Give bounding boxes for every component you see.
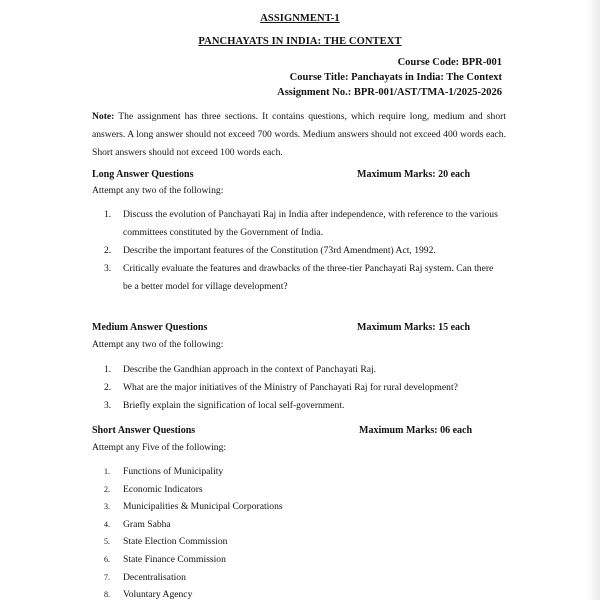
course-title: Course Title: Panchayats in India: The Context	[289, 72, 502, 83]
short-question-list	[104, 463, 504, 604]
short-section-instruction: Attempt any Five of the following:	[92, 442, 227, 453]
note-text: The assignment has three sections. It contains questions, which require long, medium and short answers. A long answer should not exceed 700 words. Medium answers should not exceed 400 words each. Short answers should not exceed 100 words each.	[92, 111, 506, 158]
short-section-marks: Maximum Marks: 06 each	[359, 425, 473, 436]
question-text: Municipalities & Municipal Corporations	[123, 501, 283, 513]
medium-question-list	[104, 361, 504, 415]
medium-section-marks: Maximum Marks: 15 each	[357, 322, 471, 333]
item-number: 1.	[104, 209, 112, 220]
question-text: Discuss the evolution of Panchayati Raj in India after independence, with reference to the various committees constituted by the Government of India.	[123, 209, 498, 238]
item-number: 3.	[104, 263, 112, 274]
question-text: Describe the Gandhian approach in the context of Panchayati Raj.	[123, 364, 377, 375]
item-number: 6.	[104, 554, 110, 564]
list-item	[104, 397, 504, 415]
assignment-title: ASSIGNMENT-1	[260, 13, 340, 24]
list-item	[104, 551, 504, 569]
note-label: Note:	[92, 111, 115, 122]
question-text: Functions of Municipality	[123, 466, 224, 477]
question-text: What are the major initiatives of the Ministry of Panchayati Raj for rural development?	[123, 382, 458, 393]
long-section-instruction: Attempt any two of the following:	[92, 185, 224, 196]
list-item	[104, 516, 504, 534]
question-text: Decentralisation	[123, 571, 186, 583]
medium-section-heading: Medium Answer Questions	[92, 322, 208, 333]
short-section-heading: Short Answer Questions	[92, 425, 196, 436]
list-item	[104, 569, 504, 587]
list-item	[104, 206, 504, 242]
list-item	[104, 361, 504, 379]
long-question-list	[104, 206, 504, 296]
item-number: 2.	[104, 382, 112, 393]
item-number: 1.	[104, 467, 110, 476]
list-item	[104, 586, 504, 604]
list-item	[104, 260, 504, 296]
list-item	[104, 242, 504, 260]
list-item	[104, 481, 504, 499]
long-section-heading: Long Answer Questions	[92, 169, 194, 180]
item-number: 2.	[104, 484, 110, 494]
course-heading: PANCHAYATS IN INDIA: THE CONTEXT	[198, 36, 402, 47]
list-item	[104, 379, 504, 397]
assignment-number: Assignment No.: BPR-001/AST/TMA-1/2025-2026	[277, 87, 502, 98]
list-item	[104, 498, 504, 516]
question-text: Gram Sabha	[123, 518, 171, 530]
list-item	[104, 463, 504, 481]
item-number: 4.	[104, 519, 110, 529]
item-number: 2.	[104, 245, 112, 256]
question-text: Critically evaluate the features and drawbacks of the three-tier Panchayati Raj system. Can there be a better model for village development?	[123, 263, 494, 292]
item-number: 8.	[104, 590, 110, 600]
page-edge-shadow	[586, 0, 600, 600]
course-code: Course Code: BPR-001	[397, 57, 502, 68]
item-number: 1.	[104, 364, 112, 375]
item-number: 3.	[104, 400, 112, 411]
medium-section-instruction: Attempt any two of the following:	[92, 339, 224, 350]
question-text: Voluntary Agency	[123, 589, 193, 601]
item-number: 7.	[104, 572, 110, 582]
list-item	[104, 533, 504, 551]
note-paragraph	[92, 108, 506, 162]
question-text: State Election Commission	[123, 536, 228, 548]
question-text: Describe the important features of the Constitution (73rd Amendment) Act, 1992.	[123, 245, 436, 256]
long-section-marks: Maximum Marks: 20 each	[357, 169, 471, 180]
question-text: State Finance Commission	[123, 553, 226, 565]
item-number: 5.	[104, 537, 110, 547]
item-number: 3.	[104, 502, 110, 512]
question-text: Economic Indicators	[123, 483, 203, 495]
question-text: Briefly explain the signification of local self-government.	[123, 400, 345, 411]
